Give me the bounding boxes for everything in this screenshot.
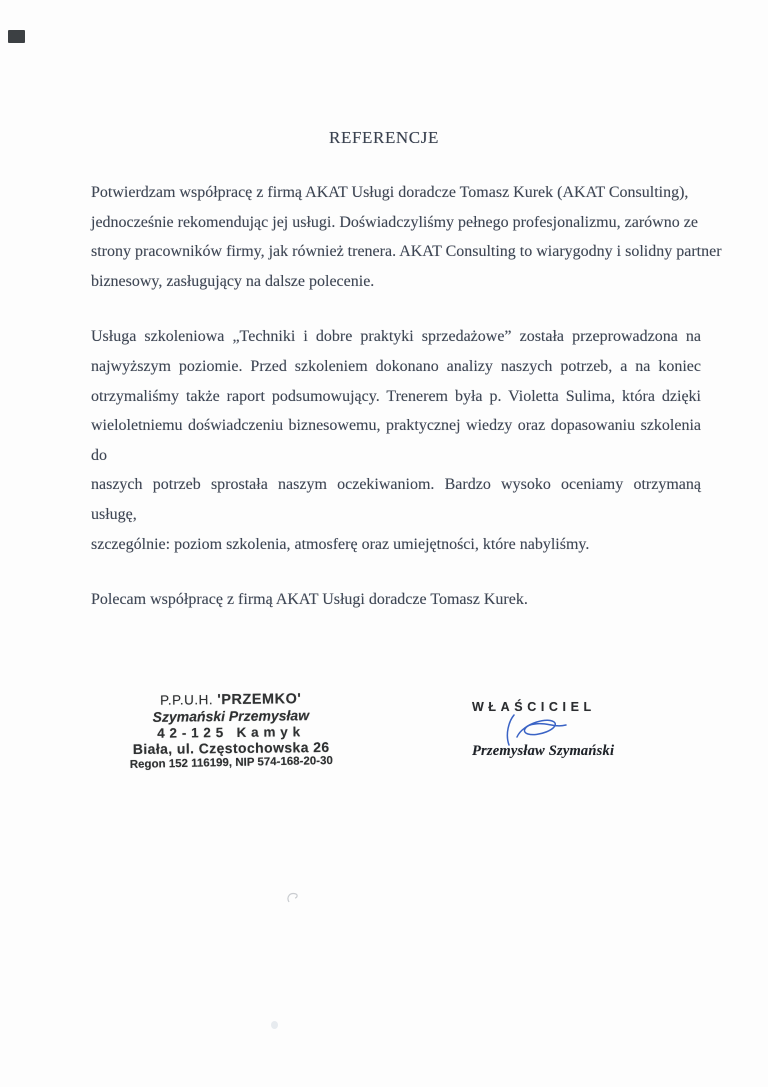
body-line: Polecam współpracę z firmą AKAT Usługi doradcze Tomasz Kurek. <box>91 591 528 609</box>
stamp-company-prefix: P.P.U.H. <box>159 692 218 708</box>
paragraph <box>91 322 701 559</box>
paragraph <box>91 585 701 615</box>
body-line: Potwierdzam współpracę z firmą AKAT Usługi doradcze Tomasz Kurek (AKAT Consulting), <box>91 184 689 201</box>
stamp-regon-nip: Regon 152 116199, NIP 574-168-20-30 <box>129 755 333 771</box>
owner-signature-block <box>472 700 692 759</box>
stamp-company-name: 'PRZEMKO' <box>217 691 302 709</box>
scan-artifact-curl <box>286 891 300 910</box>
owner-title-label: WŁAŚCICIEL <box>472 700 596 714</box>
body-line: najwyższym poziomie. Przed szkoleniem dokonano analizy naszych potrzeb, a na koniec <box>91 357 701 375</box>
body-line: otrzymaliśmy także raport podsumowujący. Trenerem była p. Violetta Sulima, która dzięki <box>91 387 701 405</box>
document-title: REFERENCJE <box>329 128 439 147</box>
letter-body <box>91 178 722 641</box>
body-line: wieloletniemu doświadczeniu biznesowemu, praktycznej wiedzy oraz dopasowaniu szkolenia do <box>91 417 701 464</box>
body-line: szczególnie: poziom szkolenia, atmosferę oraz umiejętności, które nabyliśmy. <box>91 535 590 553</box>
body-line: jednocześnie rekomendując jej usługi. Doświadczyliśmy pełnego profesjonalizmu, zarówno ze <box>91 213 698 231</box>
stamp-owner-name: Szymański Przemysław <box>152 707 310 725</box>
body-line: Usługa szkoleniowa „Techniki i dobre praktyki sprzedażowe” została przeprowadzona na <box>91 328 701 346</box>
body-line: naszych potrzeb sprostała naszym oczekiwaniom. Bardzo wysoko oceniamy otrzymaną usługę, <box>91 476 701 523</box>
scan-artifact-square <box>8 30 25 43</box>
company-stamp <box>116 691 347 772</box>
body-line: biznesowy, zasługujący na dalsze polecenie. <box>91 272 375 290</box>
scan-artifact-speck <box>271 1021 278 1029</box>
stamp-street-address: Biała, ul. Częstochowska 26 <box>132 738 330 757</box>
paragraph <box>91 178 722 296</box>
owner-printed-name: Przemysław Szymański <box>472 743 615 759</box>
stamp-postal-city: 42-125 Kamyk <box>157 723 305 741</box>
body-line: strony pracowników firmy, jak również trenera. AKAT Consulting to wiarygodny i solidny partner <box>91 243 722 261</box>
